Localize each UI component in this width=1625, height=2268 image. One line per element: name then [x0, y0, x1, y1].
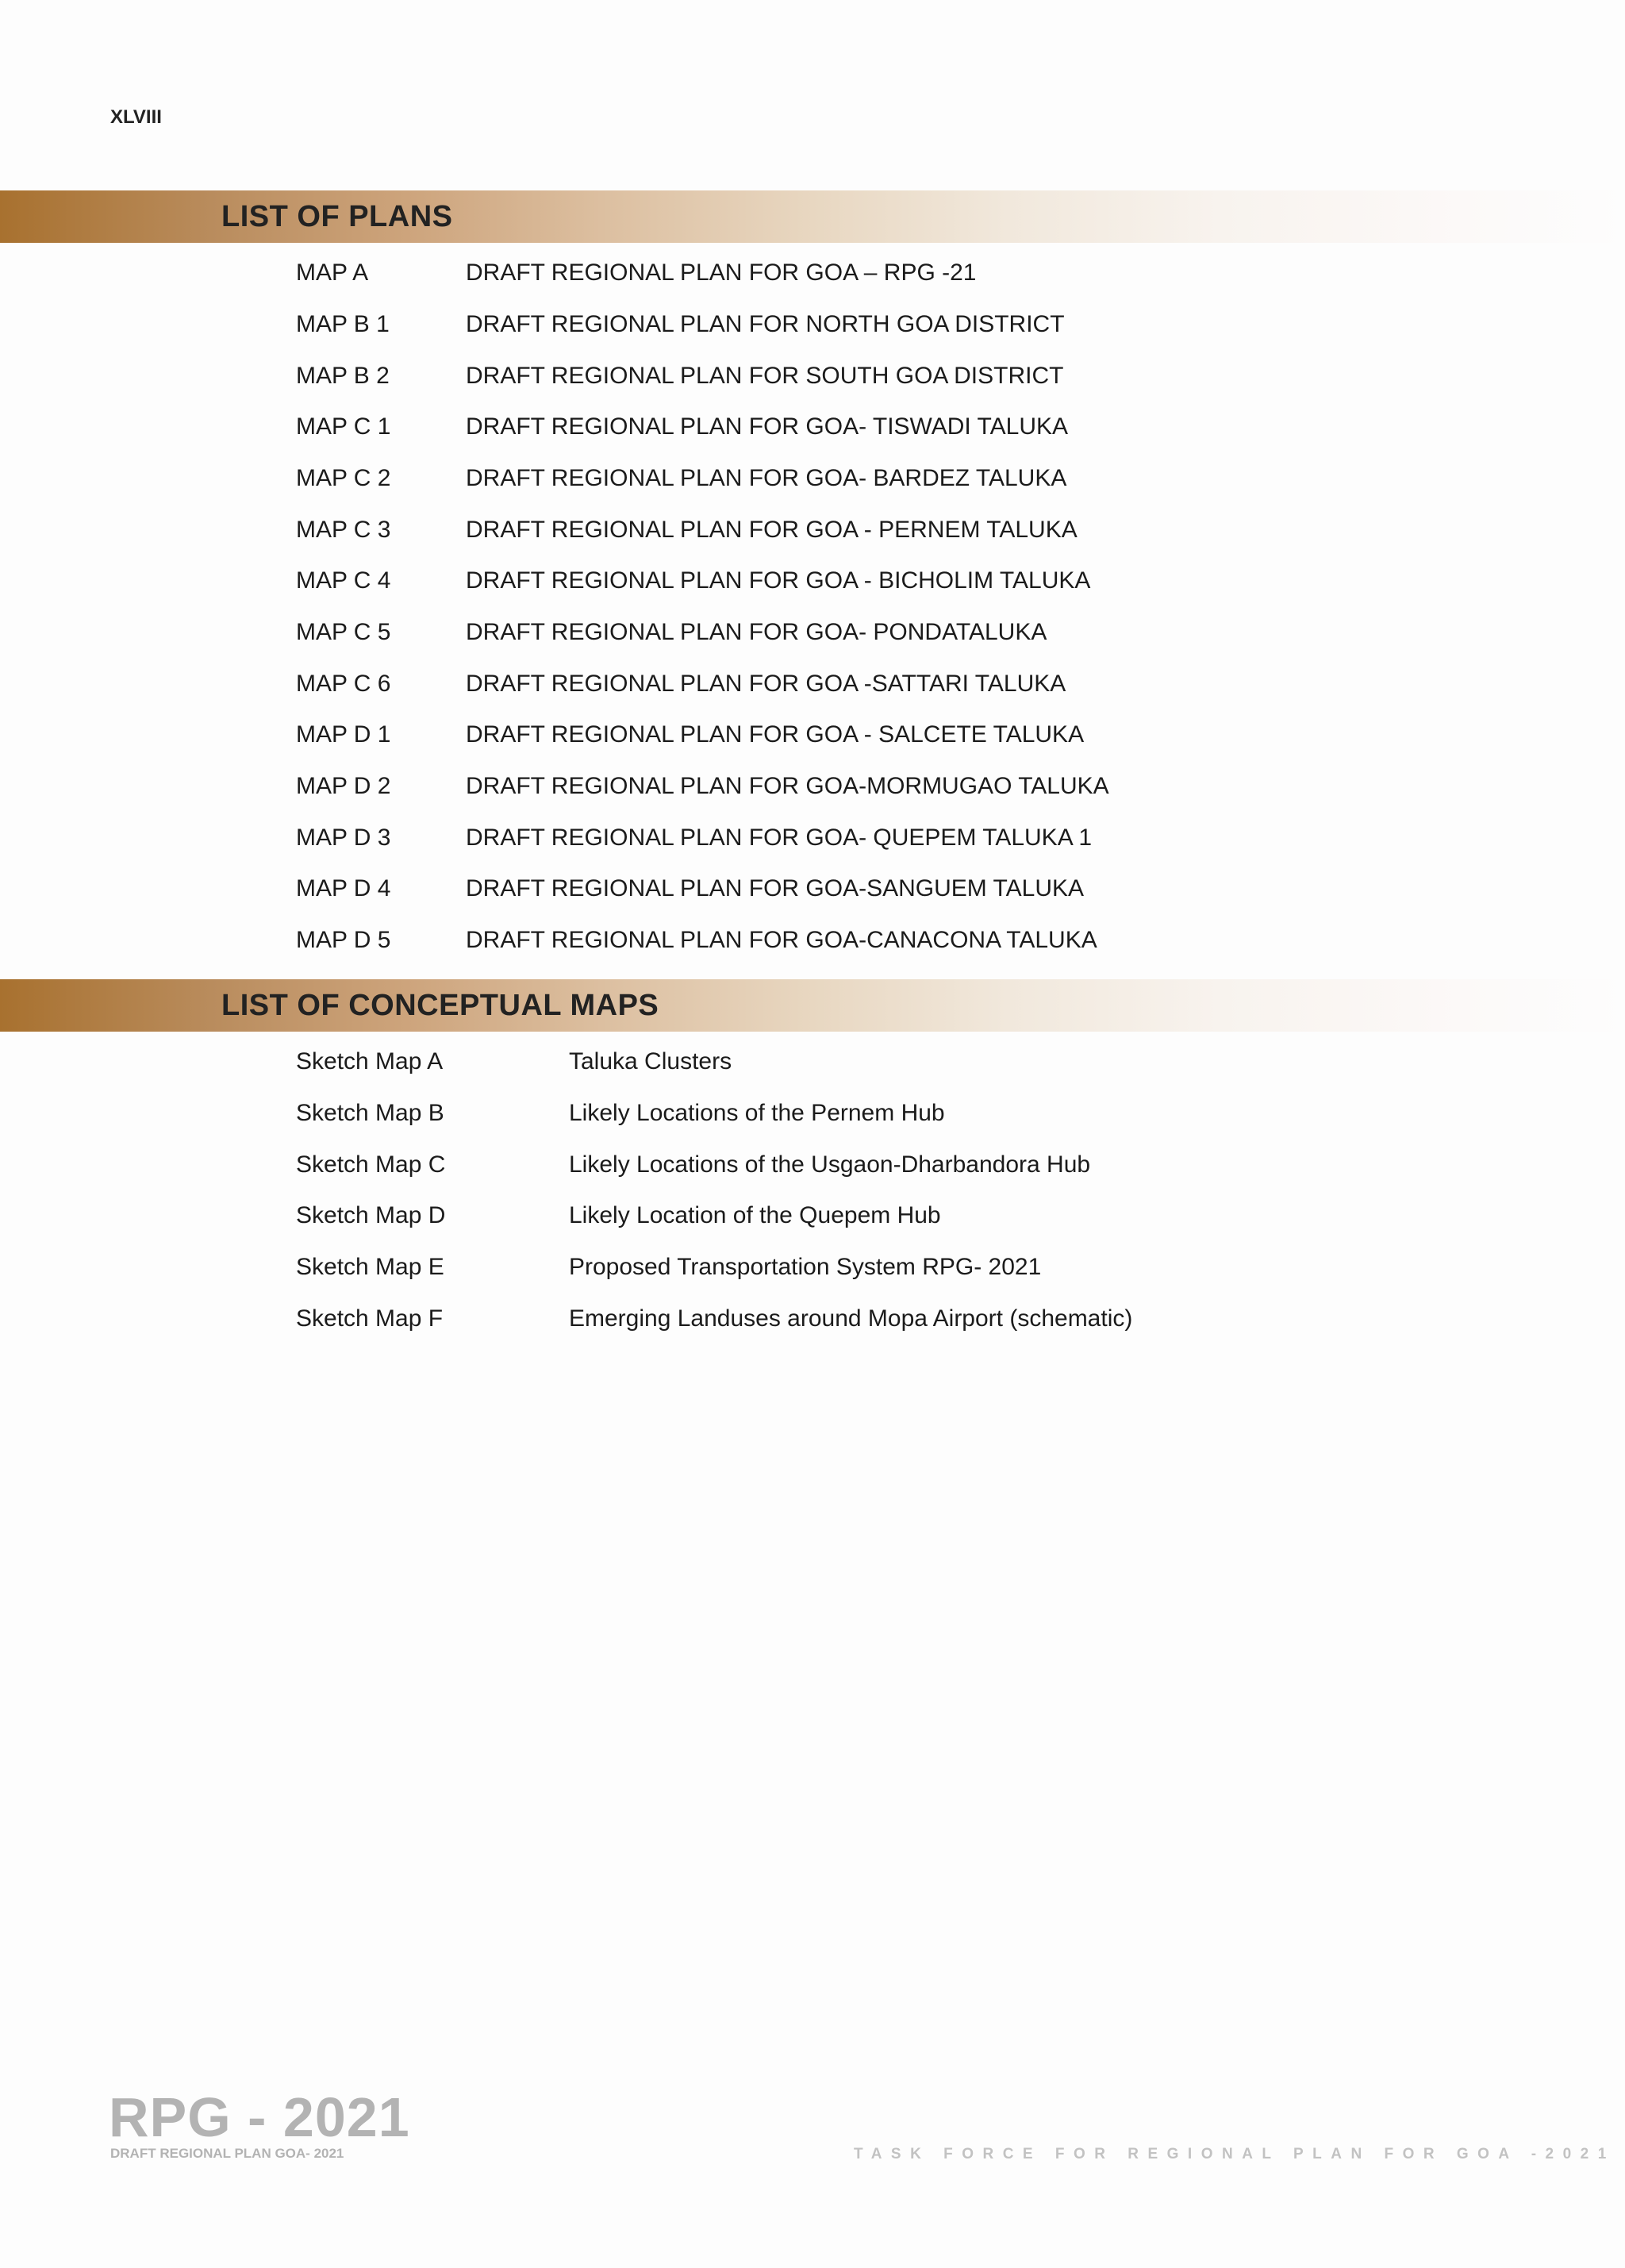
plan-code: MAP D 1	[296, 721, 391, 748]
plan-code: MAP C 1	[296, 413, 391, 440]
plan-code: MAP C 3	[296, 517, 391, 543]
footer-task-force-text: TASK FORCE FOR REGIONAL PLAN FOR GOA -2021	[854, 2146, 1615, 2162]
plan-description: DRAFT REGIONAL PLAN FOR GOA – RPG -21	[466, 259, 977, 286]
plan-description: DRAFT REGIONAL PLAN FOR GOA - SALCETE TALUKA	[466, 721, 1085, 748]
plan-code: MAP C 5	[296, 619, 391, 645]
section-title-conceptual-maps: LIST OF CONCEPTUAL MAPS	[221, 989, 659, 1022]
plan-code: MAP D 3	[296, 825, 391, 851]
plan-code: MAP C 4	[296, 567, 391, 594]
section-header-conceptual-maps	[0, 979, 1625, 1032]
plan-description: DRAFT REGIONAL PLAN FOR NORTH GOA DISTRICT	[466, 311, 1065, 337]
sketch-map-description: Proposed Transportation System RPG- 2021	[569, 1254, 1042, 1280]
plan-code: MAP A	[296, 259, 369, 286]
sketch-map-description: Emerging Landuses around Mopa Airport (schematic)	[569, 1305, 1133, 1332]
plan-code: MAP B 2	[296, 363, 390, 389]
plan-code: MAP B 1	[296, 311, 390, 337]
plan-code: MAP C 6	[296, 671, 391, 697]
section-title-plans: LIST OF PLANS	[221, 200, 453, 233]
plan-code: MAP D 4	[296, 875, 391, 901]
plan-code: MAP C 2	[296, 465, 391, 491]
plan-code: MAP D 2	[296, 773, 391, 799]
plan-description: DRAFT REGIONAL PLAN FOR GOA-MORMUGAO TALUKA	[466, 773, 1109, 799]
footer-subtitle: DRAFT REGIONAL PLAN GOA- 2021	[110, 2146, 344, 2161]
sketch-map-code: Sketch Map C	[296, 1151, 446, 1178]
plan-description: DRAFT REGIONAL PLAN FOR GOA-CANACONA TALUKA	[466, 927, 1097, 953]
sketch-map-description: Likely Locations of the Pernem Hub	[569, 1100, 945, 1126]
plan-description: DRAFT REGIONAL PLAN FOR GOA- PONDATALUKA	[466, 619, 1047, 645]
section-header-plans	[0, 190, 1625, 243]
plan-description: DRAFT REGIONAL PLAN FOR GOA - PERNEM TALUKA	[466, 517, 1078, 543]
sketch-map-code: Sketch Map E	[296, 1254, 444, 1280]
sketch-map-code: Sketch Map B	[296, 1100, 444, 1126]
sketch-map-code: Sketch Map A	[296, 1048, 444, 1074]
sketch-map-code: Sketch Map F	[296, 1305, 444, 1332]
sketch-map-code: Sketch Map D	[296, 1202, 446, 1228]
sketch-map-description: Taluka Clusters	[569, 1048, 732, 1074]
footer-logo: RPG - 2021	[109, 2086, 410, 2148]
page-number: XLVIII	[110, 106, 162, 128]
plan-description: DRAFT REGIONAL PLAN FOR GOA- TISWADI TALUKA	[466, 413, 1069, 440]
plan-description: DRAFT REGIONAL PLAN FOR GOA- QUEPEM TALUKA 1	[466, 825, 1093, 851]
plan-description: DRAFT REGIONAL PLAN FOR SOUTH GOA DISTRICT	[466, 363, 1064, 389]
plan-description: DRAFT REGIONAL PLAN FOR GOA-SANGUEM TALUKA	[466, 875, 1085, 901]
plan-description: DRAFT REGIONAL PLAN FOR GOA -SATTARI TALUKA	[466, 671, 1066, 697]
sketch-map-description: Likely Location of the Quepem Hub	[569, 1202, 941, 1228]
sketch-map-description: Likely Locations of the Usgaon-Dharbandora Hub	[569, 1151, 1091, 1178]
plan-code: MAP D 5	[296, 927, 391, 953]
plan-description: DRAFT REGIONAL PLAN FOR GOA - BICHOLIM TALUKA	[466, 567, 1091, 594]
plan-description: DRAFT REGIONAL PLAN FOR GOA- BARDEZ TALUKA	[466, 465, 1067, 491]
